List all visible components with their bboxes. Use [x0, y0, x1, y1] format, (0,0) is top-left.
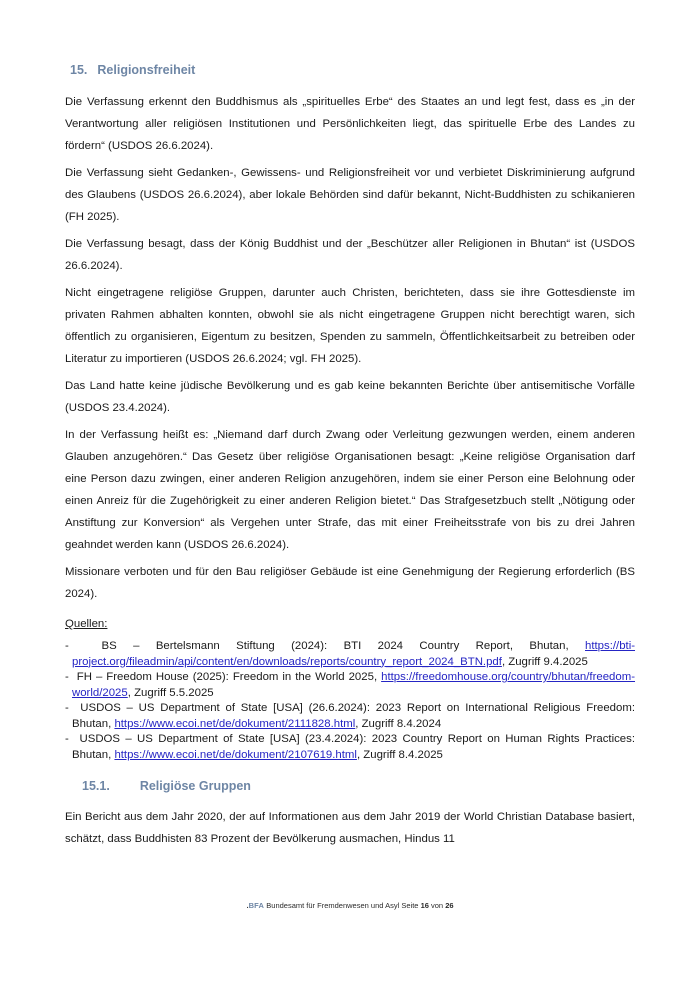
subsection-number: 15.1.	[82, 779, 110, 793]
section-number: 15.	[70, 63, 88, 77]
page-footer	[0, 901, 700, 911]
source-item: - BS – Bertelsmann Stiftung (2024): BTI 2024 Country Report, Bhutan, https://bti-project.org/fileadmin/api/content/en/downloads/reports/country_report_2024_BTN.pdf, Zugriff 9.4.2025	[65, 640, 636, 668]
source-link[interactable]: https://freedomhouse.org/country/bhutan/freedom-world/2025	[72, 671, 636, 699]
sources-list	[65, 639, 635, 763]
subsection-title: Religiöse Gruppen	[139, 779, 251, 793]
source-item: - FH – Freedom House (2025): Freedom in the World 2025, https://freedomhouse.org/country/bhutan/freedom-world/2025, Zugriff 5.5.2025	[65, 671, 636, 699]
section-heading	[70, 62, 635, 78]
subsection-paragraphs	[65, 806, 635, 850]
source-item: - USDOS – US Department of State [USA] (23.4.2024): 2023 Country Report on Human Rights Practices: Bhutan, https://www.ecoi.net/de/dokument/2107619.html, Zugriff 8.4.2025	[65, 733, 635, 761]
paragraph: Das Land hatte keine jüdische Bevölkerung und es gab keine bekannten Berichte über antisemitische Vorfälle (USDOS 23.4.2024).	[65, 380, 635, 414]
source-item: - USDOS – US Department of State [USA] (26.6.2024): 2023 Report on International Religious Freedom: Bhutan, https://www.ecoi.net/de/dokument/2111828.html, Zugriff 8.4.2024	[65, 702, 635, 730]
footer-page-number: 16	[420, 901, 429, 910]
paragraph: Missionare verboten und für den Bau religiöser Gebäude ist eine Genehmigung der Regierung erforderlich (BS 2024).	[65, 566, 635, 600]
source-link[interactable]: https://www.ecoi.net/de/dokument/2107619.html	[114, 748, 357, 761]
footer-of-word: von	[431, 901, 444, 910]
footer-page-total: 26	[445, 901, 454, 910]
paragraph: Die Verfassung erkennt den Buddhismus als „spirituelles Erbe“ des Staates an und legt fest, dass es „in der Verantwortung aller religiösen Institutionen und Persönlichkeiten liegt, das spirituelle Erbe des Landes zu fördern“ (USDOS 26.6.2024).	[65, 96, 635, 152]
footer-page-word: Seite	[401, 901, 419, 910]
bfa-logo-text: BFA	[248, 901, 265, 910]
source-link[interactable]: https://bti-project.org/fileadmin/api/content/en/downloads/reports/country_report_2024_BTN.pdf	[72, 640, 636, 668]
paragraph: Die Verfassung besagt, dass der König Buddhist und der „Beschützer aller Religionen in Bhutan“ ist (USDOS 26.6.2024).	[65, 238, 635, 272]
source-link[interactable]: https://www.ecoi.net/de/dokument/2111828.html	[114, 717, 356, 730]
footer-org-name: Bundesamt für Fremdenwesen und Asyl	[266, 901, 400, 910]
paragraph: In der Verfassung heißt es: „Niemand darf durch Zwang oder Verleitung gezwungen werden, einem anderen Glauben anzugehören.“ Das Gesetz über religiöse Organisationen besagt: „Keine religiöse Organisation darf eine Person dazu zwingen, einer anderen Religion anzugehören, indem sie einer Person eine Belohnung oder einen Anreiz für die Zugehörigkeit zu einer anderen Religion bietet.“ Das Strafgesetzbuch stellt „Nötigung oder Anstiftung zur Konversion“ als Vergehen unter Strafe, das mit einer Freiheitsstrafe von bis zu drei Jahren geahndet werden kann (USDOS 26.6.2024).	[65, 429, 635, 551]
bfa-logo-dot: .	[246, 901, 249, 910]
paragraph: Ein Bericht aus dem Jahr 2020, der auf Informationen aus dem Jahr 2019 der World Christian Database basiert, schätzt, dass Buddhisten 83 Prozent der Bevölkerung ausmachen, Hindus 11	[65, 811, 635, 845]
body-paragraphs	[65, 91, 635, 605]
subsection-heading	[82, 778, 635, 794]
paragraph: Die Verfassung sieht Gedanken-, Gewissens- und Religionsfreiheit vor und verbietet Diskriminierung aufgrund des Glaubens (USDOS 26.6.2024), aber lokale Behörden sind dafür bekannt, Nicht-Buddhisten zu schikanieren (FH 2025).	[65, 167, 635, 223]
bfa-logo	[246, 901, 264, 910]
paragraph: Nicht eingetragene religiöse Gruppen, darunter auch Christen, berichteten, dass sie ihre Gottesdienste im privaten Rahmen abhalten konnten, obwohl sie als nicht eingetragene Gruppen nicht berechtigt waren, sich öffentlich zu organisieren, Eigentum zu besitzen, Spenden zu sammeln, Öffentlichkeitsarbeit zu betreiben oder Literatur zu importieren (USDOS 26.6.2024; vgl. FH 2025).	[65, 287, 635, 365]
sources-label: Quellen:	[65, 618, 108, 630]
section-title: Religionsfreiheit	[97, 63, 196, 77]
